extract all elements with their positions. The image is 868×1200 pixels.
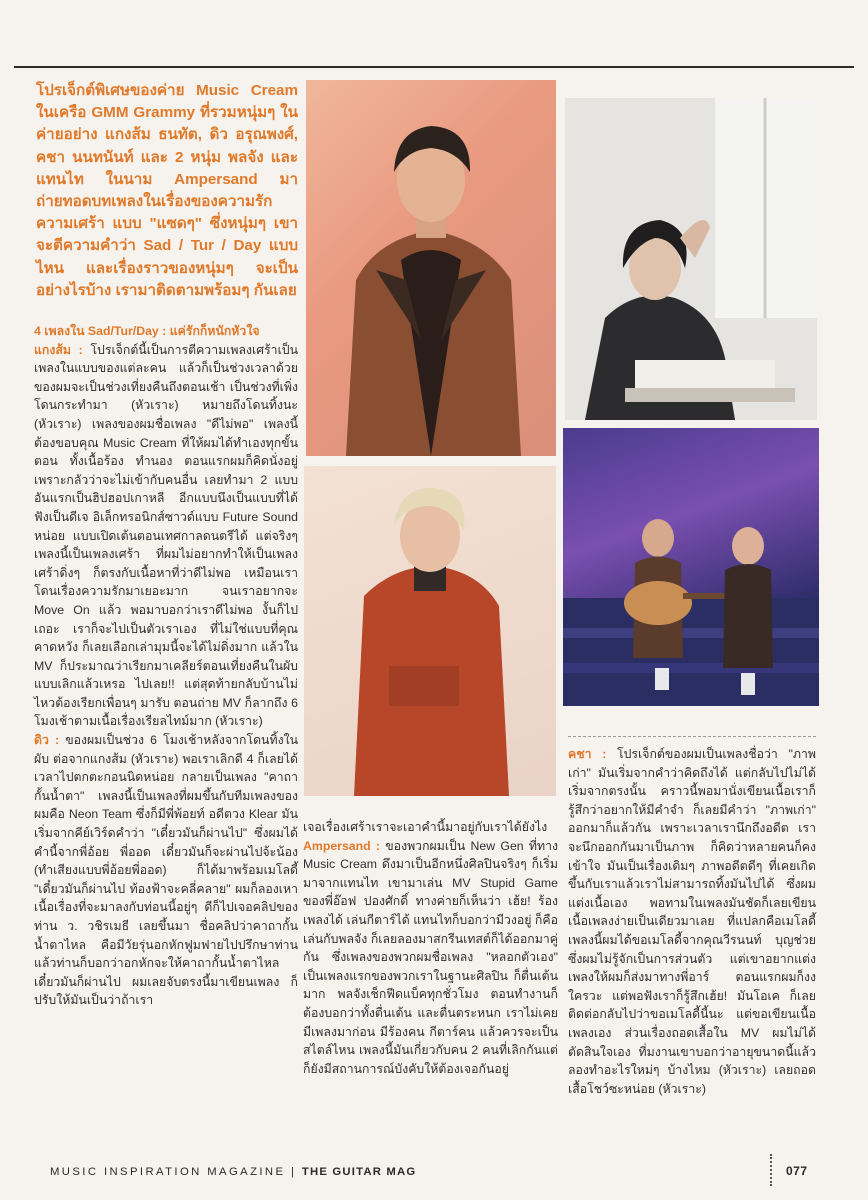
article-column-2 [303,818,558,1078]
footer-magazine-label [50,1166,416,1178]
intro-paragraph: โปรเจ็กต์พิเศษของค่าย Music Cream ในเครือ GMM Grammy ที่รวมหนุ่มๆ ในค่ายอย่าง แกงส้ม ธนทัต, ดิว อรุณพงศ์, คชา นนทนันท์ และ 2 หนุ่ม พลจัง และแทนไท ในนาม Ampersand มาถ่ายทอดบทเพลงในเรื่องของความรัก ความเศร้า แบบ "แซดๆ" ซึ่งหนุ่มๆ เขาจะตีความคำว่า Sad / Tur / Day แบบไหน และเรื่องราวของหนุ่มๆ จะเป็นอย่างไรบ้าง เรามาติดตามพร้อมๆ กันเลย [36,82,298,299]
paragraph-kangsom-text: โปรเจ็กต์นี้เป็นการตีความเพลงเศร้าเป็นเพลงในแบบของแต่ละคน แล้วก็เป็นช่วงเวลาด้วย ของผมจะเป็นช่วงเที่ยงคืนถึงตอนเช้า เป็นช่วงที่เพิ่งโดนกระทำมา (หัวเราะ) หมายถึงโดนทิ้งนะ (หัวเราะ) เพลงของผมชื่อเพลง "ดีไม่พอ" เพลงนี้ต้องขอบคุณ Music Cream ที่ให้ผมได้ทำเองทุกขั้นตอน ทั้งเนื้อร้อง ทำนอง ตอนแรกผมก็คิดนั่งอยู่เพราะกลัวว่าจะไม่เข้ากับคนอื่น เลยทำมา 2 แบบ อันแรกเป็นฮิปฮอปเกาหลี อีกแบบนึงเป็นแบบที่ได้ฟังเป็นดีเจ อิเล็กทรอนิกส์ซาวด์แบบ Future Sound หน่อย แบบเปิดเต้นตอนเทศกาลดนตรีได้ แต่จริงๆ เพลงนี้เป็นเพลงเศร้า ที่ผมไม่อยากทำให้เป็นเพลงเศร้าดิ่งๆ ก็ตรงกับเนื้อหาที่ว่าดีไม่พอ เหมือนเราโดนเรื่องความรักมาเยอะมาก จนเราอยากจะ Move On แล้ว พอมาบอกว่าเราดีไม่พอ งั้นก็ไปเถอะ เราก็จะไปเป็นตัวเราเอง ที่ไม่ใช่แบบที่คุณคาดหวัง ก็เลยเลือกเล่ามุมนี้จะได้ไม่ดิ่งมาก แล้วใน MV ก็ประมาณว่าเรียกมาเคลียร์ตอนเที่ยงคืนในผับ แบบเลิกแล้วเหรอ ไปเลย!! แต่สุดท้ายกลับบ้านไม่ไหวต้องเรียกเพื่อนๆ มารับ ตอนถ่าย MV ก็ลากถึง 6 โมงเช้าตามเนื้อเรื่องเรียลไทม์มาก (หัวเราะ) [34,342,298,729]
section-heading: 4 เพลงใน Sad/Tur/Day : แค่รักก็หนักหัวใจ [34,324,260,338]
photo-man-brown-jacket [306,80,556,456]
footer-magazine: MUSIC INSPIRATION MAGAZINE [50,1166,286,1178]
paragraph-ampersand [303,837,558,1079]
paragraph-ampersand-text: ของพวกผมเป็น New Gen ที่ทาง Music Cream ดึงมาเป็นอีกหนึ่งศิลปินจริงๆ ก็เริ่มมาจากแทนไท เขามาเล่น MV Stupid Game ของพี่อ๊อฟ ปองศักดิ์ ทางค่ายก็เห็นว่า เฮ้ย! ร้องเพลงได้ เล่นกีตาร์ได้ แทนไทก็บอกว่ามีวงอยู่ ก็คือเล่นกับพลจัง ก็เลยลองมาสกรีนเทสต์ก็ได้ออกมาคู่กัน ซึ่งเพลงของพวกผมชื่อเพลง "หลอกตัวเอง" เป็นเพลงแรกของพวกเราในฐานะศิลปิน ก็ตื่นเต้นมาก พลจังเช็กฟีดแบ็คทุกชั่วโมง ตอนทำงานก็ต้องบอกว่าทั้งตื่นเต้น และตื่นตระหนก เราไม่เคยมีเพลงมาก่อน มีร้องคน กีตาร์คน แล้วควรจะเป็นสไตล์ไหน เพลงนี้มันเกี่ยวกับคน 2 คนที่เลิกกันแต่ก็ยังมีสถานการณ์บังคับให้ต้องเจอกันอยู่ [303,838,558,1076]
article-column-1 [34,322,298,1010]
footer-brand: THE GUITAR MAG [301,1166,417,1178]
paragraph-kangsom [34,341,298,731]
paragraph-kacha-text: โปรเจ็กต์ของผมเป็นเพลงชื่อว่า "ภาพเก่า" มันเริ่มจากคำว่าคิดถึงได้ แต่กลับไปไม่ได้ เริ่มจากตรงนั้น คราวนี้พอมานั่งเขียนเนื้อเราก็รู้สึกว่าอยากให้มีคำจำ ก็เลยมีคำว่า "ภาพเก่า" ออกมาก็แล้วกัน เพราะเวลาเรานึกถึงอดีต เราจะนึกออกกันมาเป็นภาพ ก็คิดว่าหลายคนก็คงเข้าใจ มันเป็นเรื่องเดิมๆ ภาพอดีตดีๆ ที่เคยเกิดขึ้นกับเราแล้วเราไม่สามารถทิ้งมันไปได้ ซึ่งผมแต่งเนื้อเอง พอทามในเพลงมันชัดก็เลยเขียนเนื้อเพลงง่ายเป็นเดียวมาเลย ที่แปลกคือเมโลดี้เพลงนี้ผมได้ขอเมโลดี้จากคุณวีรนนท์ บุญช่วย ซึ่งผมไม่รู้จักเป็นการส่วนตัว แต่เขาอยากแต่งเพลงให้ผมก็ส่งมาทางพี่อาร์ ตอนแรกผมก็งง ใครวะ แต่พอฟังเราก็รู้สึกเฮ้ย! มันโอเค ก็เลยติดต่อกลับไปว่าขอเมโลดี้นี้นะ แต่ขอเขียนเนื้อเพลงเอง ส่วนเรื่องถอดเสื้อใน MV ผมไม่ได้ตัดสินใจเอง ที่มงานเขาบอกว่าอายุขนาดนี้แล้วลองทำอะไรใหม่ๆ บ้างไหม (หัวเราะ) เลยถอดเสื้อโชว์ซะหน่อย (หัวเราะ) [568,747,816,1096]
article-column-3 [568,736,816,1098]
column-divider [568,736,816,737]
paragraph-dew [34,731,298,1010]
page-number: 077 [786,1164,808,1178]
top-rule [14,66,854,68]
speaker-label-dew: ดิว : [34,733,60,748]
footer-separator: | [290,1166,297,1178]
photo-duo-guitar [563,428,819,706]
paragraph-kacha [568,745,816,1098]
speaker-label-ampersand: Ampersand : [303,838,381,853]
photo-person-window [565,98,817,420]
speaker-label-kacha: คชา : [568,747,607,761]
photo-man-orange-jacket [304,466,556,796]
footer-dotted-divider [770,1154,773,1186]
paragraph-continued: เจอเรื่องเศร้าเราจะเอาคำนี้มาอยู่กับเราได้ยังไง [303,820,548,834]
speaker-label-kangsom: แกงส้ม : [34,342,83,357]
paragraph-dew-text: ของผมเป็นช่วง 6 โมงเช้าหลังจากโดนทิ้งในผับ ต่อจากแกงส้ม (หัวเราะ) พอเราเลิกดี 4 ก็เลยได้เวลาไปตกตะกอนนิดหน่อย กลายเป็นเพลง "คาถากั้นน้ำตา" เพลงนี้เป็นเพลงที่ผมขึ้นกับทีมเพลงของผมคือ Neon Team ซึ่งก็มีพี่พ้อยท์ อดีตวง Klear มันเริ่มจากคีย์เวิร์ดคำว่า "เดี๋ยวมันก็ผ่านไป" ซึ่งผมได้คำนี้จากพี่อ้อย พี่ออด เดี๋ยวมันก็จะผ่านไปจ้ะน้อง (ทำเสียงแบบพี่อ้อยพี่ออด) ก็ได้มาพร้อมเมโลดี้ "เดี๋ยวมันก็ผ่านไป ท้องฟ้าจะคลี่คลาย" ผมก็ลองเหาเนื้อเรื่องที่จะมาลงกับท่อนนี้อยู่ๆ ดีก็ไปเจอคลิปของท่าน ว. วชิรเมธี เลยขึ้นมา ชื่อคลิปว่าคาถากั้นน้ำตาไหล คือมีวัยรุ่นอกหักฟูมฟายไปปรึกษาท่าน แล้วท่านก็บอกว่าอกหักจะให้คาถากั้นน้ำตาไหล เดี๋ยวมันก็ผ่านไป ผมเลยจับตรงนี้มาเขียนเพลง ก็ปรับให้มันเป็นว่าถ้าเรา [34,733,298,1008]
